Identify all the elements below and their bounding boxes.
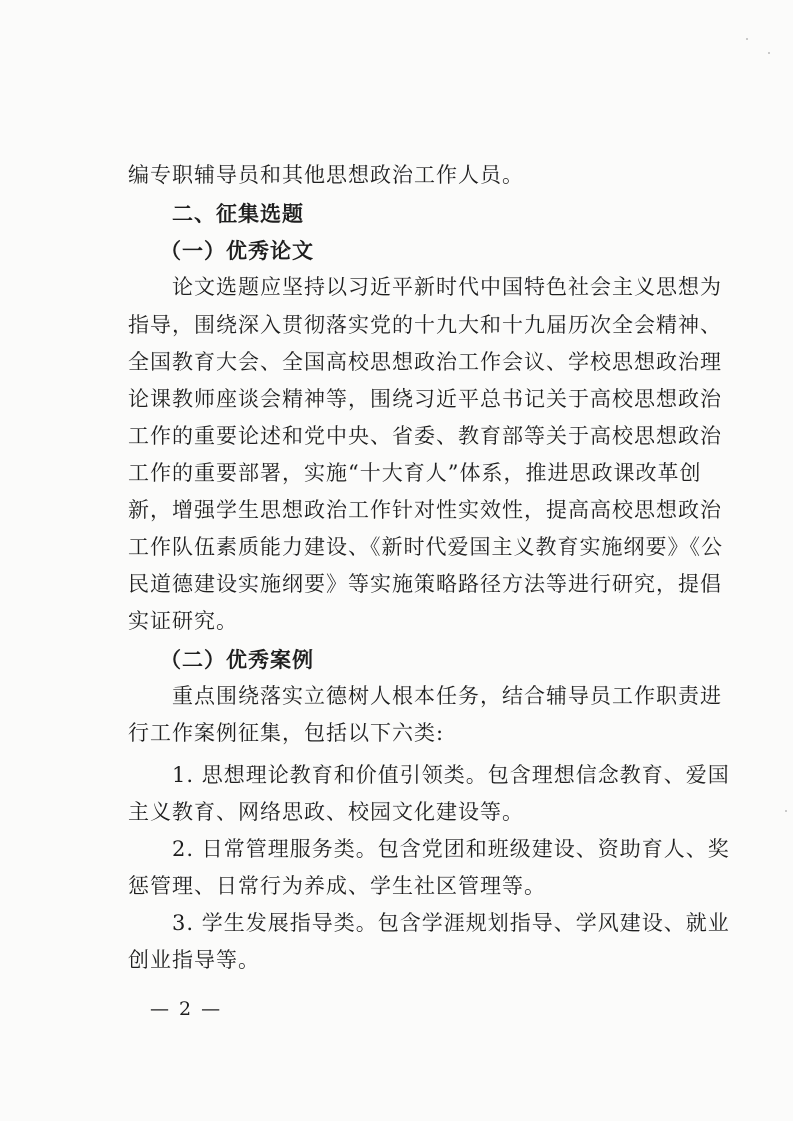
paragraph-line: 民道德建设实施纲要》等实施策略路径方法等进行研究，提倡 xyxy=(128,572,722,596)
subsection-heading: （一）优秀论文 xyxy=(160,239,314,263)
paragraph-line: 指导，围绕深入贯彻落实党的十九大和十九届历次全会精神、 xyxy=(128,313,722,337)
paragraph-line: 新，增强学生思想政治工作针对性实效性，提高高校思想政治 xyxy=(128,498,722,522)
page-number: — 2 — xyxy=(150,998,223,1020)
paragraph-line: 论文选题应坚持以习近平新时代中国特色社会主义思想为 xyxy=(172,275,722,299)
paragraph-line: 编专职辅导员和其他思想政治工作人员。 xyxy=(128,163,524,187)
paragraph-line: 论课教师座谈会精神等，围绕习近平总书记关于高校思想政治 xyxy=(128,387,722,411)
paragraph-line: 工作的重要论述和党中央、省委、教育部等关于高校思想政治 xyxy=(128,424,722,448)
list-item-line: 3. 学生发展指导类。包含学涯规划指导、学风建设、就业 xyxy=(172,911,730,935)
paragraph-line: 全国教育大会、全国高校思想政治工作会议、学校思想政治理 xyxy=(128,350,722,374)
subsection-heading: （二）优秀案例 xyxy=(160,648,314,672)
paragraph-line: 重点围绕落实立德树人根本任务，结合辅导员工作职责进 xyxy=(172,684,722,708)
list-item-line: 2. 日常管理服务类。包含党团和班级建设、资助育人、奖 xyxy=(172,837,730,861)
scan-speck xyxy=(746,38,748,40)
list-item-line: 创业指导等。 xyxy=(128,948,260,972)
paragraph-line: 工作队伍素质能力建设、《新时代爱国主义教育实施纲要》《公 xyxy=(128,535,723,559)
scan-speck xyxy=(785,810,787,812)
section-heading: 二、征集选题 xyxy=(172,202,304,226)
paragraph-line: 行工作案例征集，包括以下六类: xyxy=(128,721,445,745)
list-item-line: 主义教育、网络思政、校园文化建设等。 xyxy=(128,800,524,824)
paragraph-line: 实证研究。 xyxy=(128,609,238,633)
list-item-line: 惩管理、日常行为养成、学生社区管理等。 xyxy=(128,874,546,898)
list-item-line: 1. 思想理论教育和价值引领类。包含理想信念教育、爱国 xyxy=(172,763,730,787)
scan-speck xyxy=(768,52,770,54)
paragraph-line: 工作的重要部署，实施“十大育人”体系，推进思政课改革创 xyxy=(128,461,702,485)
